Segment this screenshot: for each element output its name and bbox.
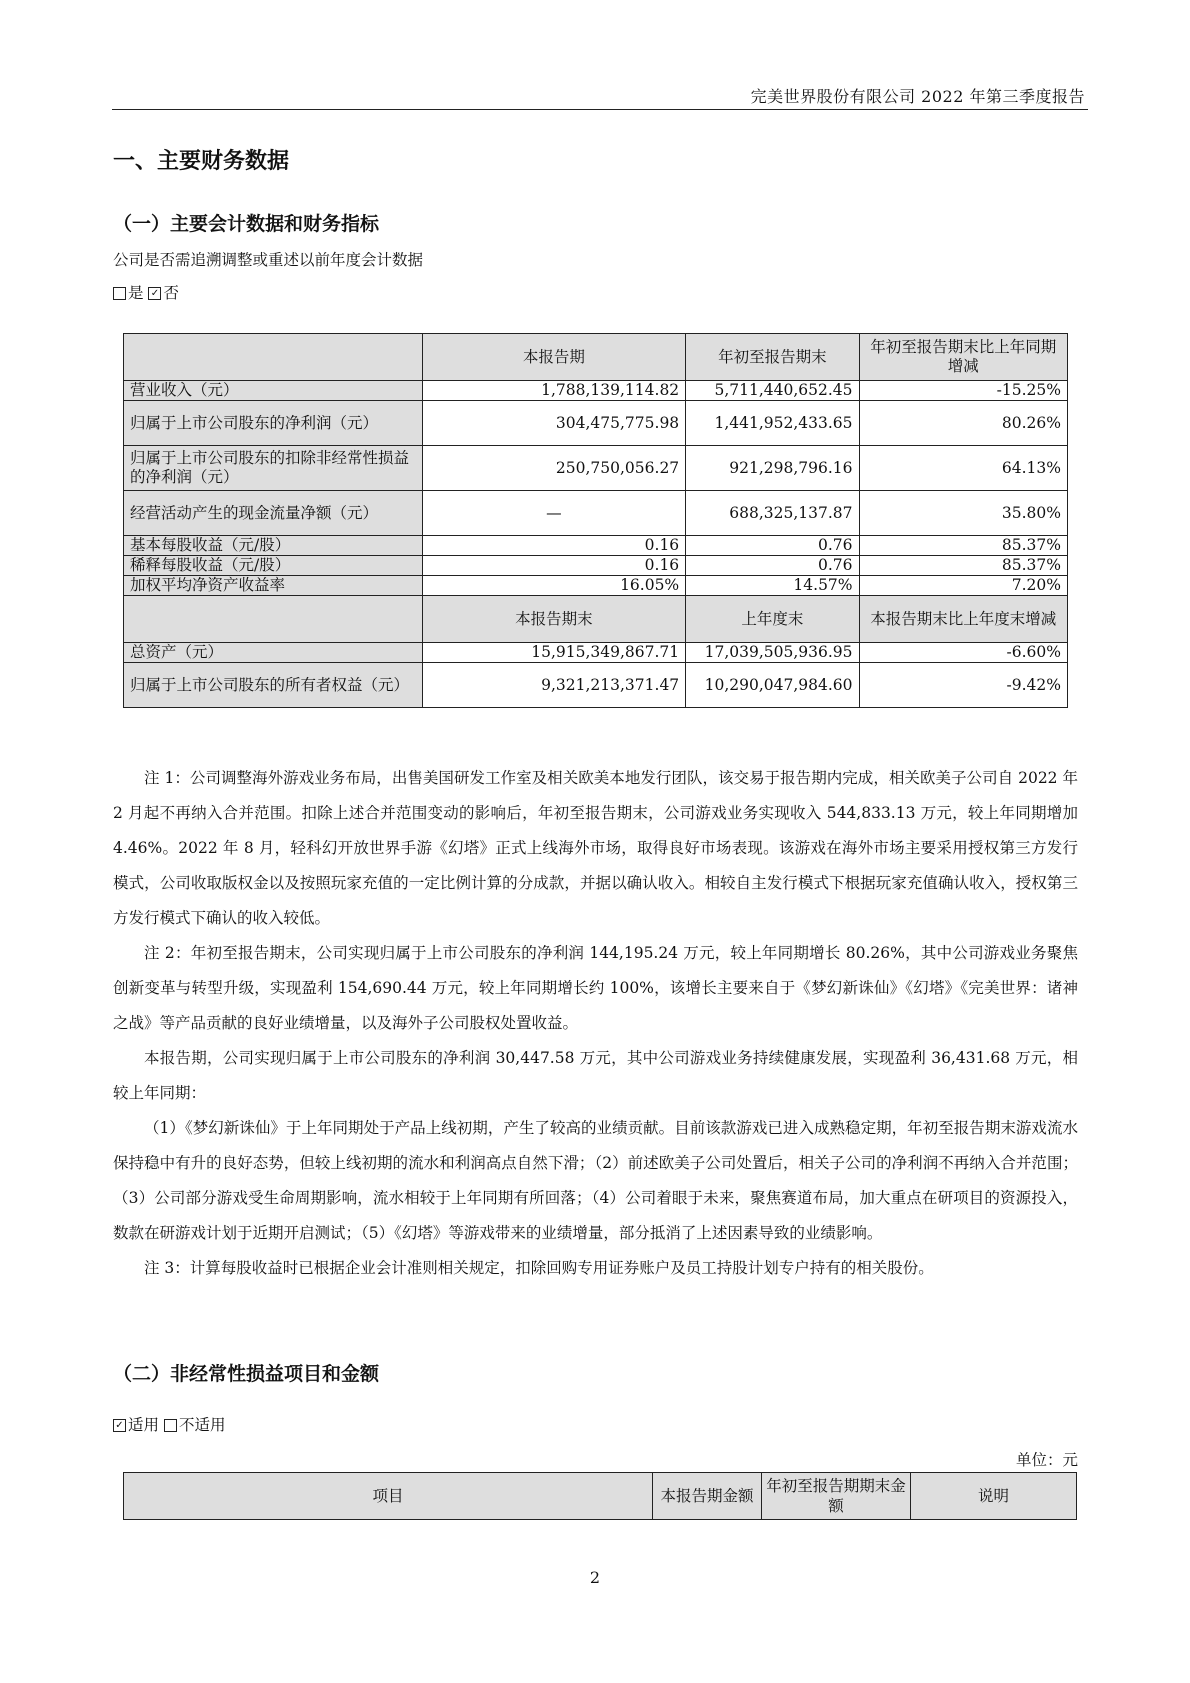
note-reasons: （1）《梦幻新诛仙》于上年同期处于产品上线初期，产生了较高的业绩贡献。目前该款游戏已进入成熟稳定期，年初至报告期末游戏流水保持稳中有升的良好态势，但较上线初期的流水和利润高点自然下滑；（2）前述欧美子公司处置后，相关子公司的净利润不再纳入合并范围；（3）公司部分游戏受生命周期影响，流水相较于上年同期有所回落；（4）公司着眼于未来，聚焦赛道布局，加大重点在研项目的资源投入，数款在研游戏计划于近期开启测试；（5）《幻塔》等游戏带来的业绩增量，部分抵消了上述因素导致的业绩影响。 [113, 1119, 1078, 1242]
financial-indicators-table [123, 333, 1068, 708]
header-blank-cell [124, 596, 423, 643]
header-cell: 项目 [124, 1473, 653, 1520]
change-value: -9.42% [859, 663, 1067, 708]
row-label: 总资产（元） [124, 643, 423, 663]
applicable-label: 适用 [128, 1416, 160, 1434]
not-applicable-label: 不适用 [178, 1416, 226, 1434]
header-cell: 上年度末 [686, 596, 859, 643]
subsection-title-financial-indicators: （一）主要会计数据和财务指标 [113, 213, 380, 235]
note-3: 注 3：计算每股收益时已根据企业会计准则相关规定，扣除回购专用证券账户及员工持股计划专户持有的相关股份。 [144, 1259, 934, 1277]
table-header-row [124, 334, 1068, 381]
restate-yes-label: 是 [128, 284, 144, 302]
header-cell: 年初至报告期期末金额 [762, 1473, 911, 1520]
ytd-value: 1,441,952,433.65 [686, 401, 859, 446]
row-label: 营业收入（元） [124, 381, 423, 401]
table-header-row [124, 1473, 1077, 1520]
note-1: 注 1：公司调整海外游戏业务布局，出售美国研发工作室及相关欧美本地发行团队，该交易于报告期内完成，相关欧美子公司自 2022 年 2 月起不再纳入合并范围。扣除上述合并范围变动的影响后，年初至报告期末，公司游戏业务实现收入 544,833.13 万元，较上年同期增加 4.46%。2022 年 8 月，轻科幻开放世界手游《幻塔》正式上线海外市场，取得良好市场表现。该游戏在海外市场主要采用授权第三方发行模式，公司收取版权金以及按照玩家充值的一定比例计算的分成款，并据以确认收入。相较自主发行模式下根据玩家充值确认收入，授权第三方发行模式下确认的收入较低。 [113, 769, 1078, 927]
change-value: 85.37% [859, 556, 1067, 576]
row-label: 归属于上市公司股东的扣除非经常性损益的净利润（元） [124, 446, 423, 491]
header-cell: 说明 [911, 1473, 1077, 1520]
section-title: 一、主要财务数据 [113, 149, 290, 174]
period-value: 16.05% [422, 576, 686, 596]
header-blank-cell [124, 334, 423, 381]
note-2: 注 2：年初至报告期末，公司实现归属于上市公司股东的净利润 144,195.24 万元，较上年同期增长 80.26%，其中公司游戏业务聚焦创新变革与转型升级，实现盈利 154,690.44 万元，较上年同期增长约 100%，该增长主要来自于《梦幻新诛仙》《幻塔》《完美世界：诸神之战》等产品贡献的良好业绩增量，以及海外子公司股权处置收益。 [113, 944, 1078, 1032]
table-row [124, 401, 1068, 446]
table-row [124, 576, 1068, 596]
change-value: 80.26% [859, 401, 1067, 446]
ytd-value: 688,325,137.87 [686, 491, 859, 536]
prev-year-end-value: 10,290,047,984.60 [686, 663, 859, 708]
row-label: 经营活动产生的现金流量净额（元） [124, 491, 423, 536]
document-header-title: 完美世界股份有限公司 2022 年第三季度报告 [750, 87, 1085, 106]
table-row [124, 556, 1068, 576]
header-cell: 本报告期末比上年度末增减 [859, 596, 1067, 643]
ytd-value: 921,298,796.16 [686, 446, 859, 491]
restate-options [113, 281, 179, 303]
ytd-value: 5,711,440,652.45 [686, 381, 859, 401]
row-label: 归属于上市公司股东的所有者权益（元） [124, 663, 423, 708]
restate-question: 公司是否需追溯调整或重述以前年度会计数据 [113, 251, 424, 269]
change-value: -15.25% [859, 381, 1067, 401]
period-value: 1,788,139,114.82 [422, 381, 686, 401]
period-value: 0.16 [422, 536, 686, 556]
ytd-value: 14.57% [686, 576, 859, 596]
prev-year-end-value: 17,039,505,936.95 [686, 643, 859, 663]
period-end-value: 15,915,349,867.71 [422, 643, 686, 663]
change-value: 64.13% [859, 446, 1067, 491]
checkbox-no-checked-icon: ✓ [148, 287, 161, 300]
table-row [124, 381, 1068, 401]
notes-block [113, 761, 1078, 1286]
period-value: — [422, 491, 686, 536]
checkbox-applicable-checked-icon: ✓ [113, 1419, 126, 1432]
restate-no-label: 否 [163, 284, 179, 302]
row-label: 稀释每股收益（元/股） [124, 556, 423, 576]
header-cell: 年初至报告期末 [686, 334, 859, 381]
nonrecurring-items-table [123, 1472, 1077, 1520]
change-value: 7.20% [859, 576, 1067, 596]
page-number: 2 [589, 1568, 601, 1587]
header-cell: 年初至报告期末比上年同期增减 [859, 334, 1067, 381]
ytd-value: 0.76 [686, 536, 859, 556]
ytd-value: 0.76 [686, 556, 859, 576]
period-value: 0.16 [422, 556, 686, 576]
header-cell: 本报告期 [422, 334, 686, 381]
table-row [124, 446, 1068, 491]
change-value: 35.80% [859, 491, 1067, 536]
table-row [124, 536, 1068, 556]
change-value: 85.37% [859, 536, 1067, 556]
period-value: 304,475,775.98 [422, 401, 686, 446]
table-row [124, 663, 1068, 708]
table-row [124, 491, 1068, 536]
row-label: 基本每股收益（元/股） [124, 536, 423, 556]
header-cell: 本报告期金额 [653, 1473, 762, 1520]
checkbox-yes-icon [113, 287, 126, 300]
checkbox-not-applicable-icon [164, 1419, 177, 1432]
table-header-row-2 [124, 596, 1068, 643]
row-label: 加权平均净资产收益率 [124, 576, 423, 596]
unit-label: 单位：元 [1015, 1451, 1078, 1469]
header-cell: 本报告期末 [422, 596, 686, 643]
period-end-value: 9,321,213,371.47 [422, 663, 686, 708]
applicable-options [113, 1413, 225, 1435]
note-period-summary: 本报告期，公司实现归属于上市公司股东的净利润 30,447.58 万元，其中公司游戏业务持续健康发展，实现盈利 36,431.68 万元，相较上年同期： [113, 1049, 1078, 1102]
period-value: 250,750,056.27 [422, 446, 686, 491]
table-row [124, 643, 1068, 663]
row-label: 归属于上市公司股东的净利润（元） [124, 401, 423, 446]
subsection-title-nonrecurring: （二）非经常性损益项目和金额 [113, 1363, 380, 1385]
header-rule [112, 109, 1088, 110]
change-value: -6.60% [859, 643, 1067, 663]
